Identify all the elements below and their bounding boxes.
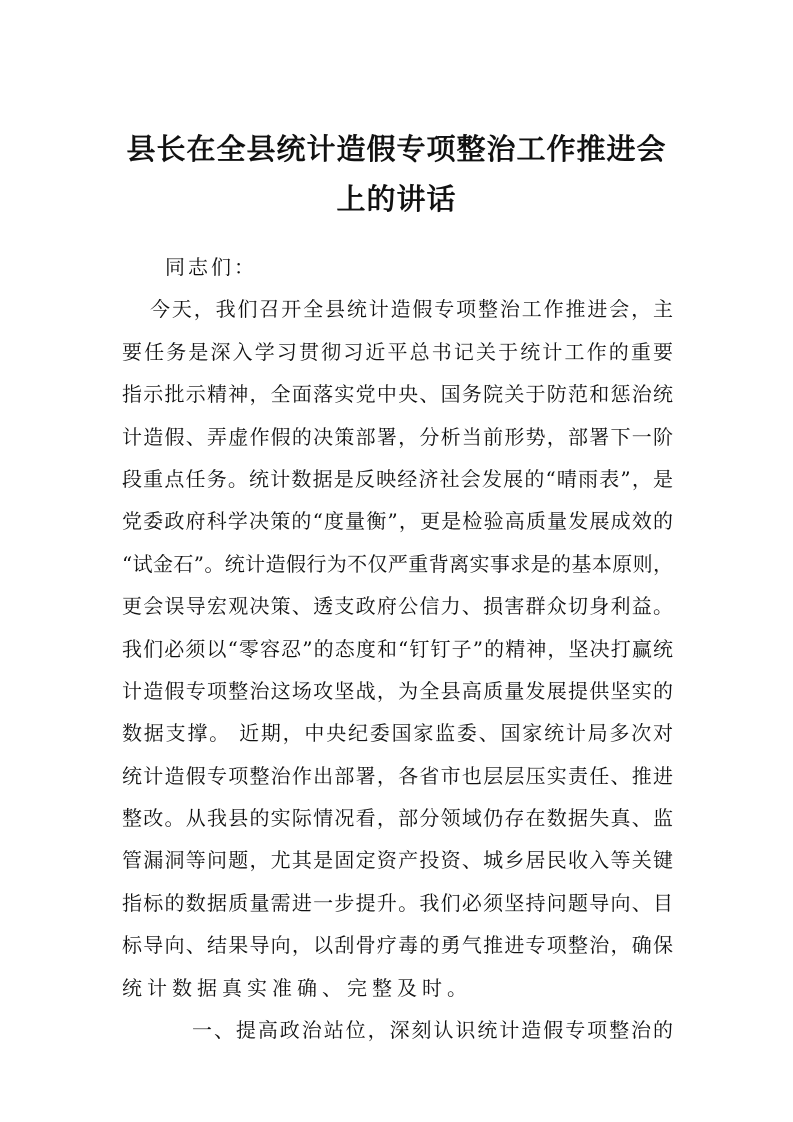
document-title-line-1: 县长在全县统计造假专项整治工作推进会 xyxy=(126,132,667,166)
paragraph-line: 更会误导宏观决策、透支政府公信力、损害群众切身利益。 xyxy=(122,594,673,619)
paragraph-line: 整改。从我县的实际情况看，部分领域仍存在数据失真、监 xyxy=(122,806,673,831)
paragraph-line: 管漏洞等问题，尤其是固定资产投资、城乡居民收入等关键 xyxy=(122,848,673,873)
paragraph-line: 统计造假专项整治作出部署，各省市也层层压实责任、推进 xyxy=(122,763,673,788)
paragraph-line: 指标的数据质量需进一步提升。我们必须坚持问题导向、目 xyxy=(122,890,673,915)
paragraph-line: 我们必须以“零容忍”的态度和“钉钉子”的精神，坚决打赢统 xyxy=(122,636,673,661)
paragraph-line: “试金石”。统计造假行为不仅严重背离实事求是的基本原则， xyxy=(122,551,673,576)
paragraph-line: 计造假、弄虚作假的决策部署，分析当前形势，部署下一阶 xyxy=(122,424,673,449)
document-body xyxy=(122,246,673,1051)
paragraph-line: 要任务是深入学习贯彻习近平总书记关于统计工作的重要 xyxy=(122,339,673,364)
paragraph-line: 计造假专项整治这场攻坚战，为全县高质量发展提供坚实的 xyxy=(122,678,673,703)
section-heading: 一、提高政治站位，深刻认识统计造假专项整治的 xyxy=(192,1018,673,1043)
paragraph-line: 统计数据真实准确、完整及时。 xyxy=(122,975,472,1000)
paragraph-line: 今天，我们召开全县统计造假专项整治工作推进会，主 xyxy=(150,297,673,322)
paragraph-line: 指示批示精神，全面落实党中央、国务院关于防范和惩治统 xyxy=(122,382,673,407)
greeting: 同志们： xyxy=(165,255,257,279)
paragraph-line: 标导向、结果导向，以刮骨疗毒的勇气推进专项整治，确保 xyxy=(122,933,673,958)
document-title-line-2: 上的讲话 xyxy=(336,182,457,216)
paragraph-line: 数据支撑。 近期，中央纪委国家监委、国家统计局多次对 xyxy=(122,721,673,746)
paragraph-line: 段重点任务。统计数据是反映经济社会发展的“晴雨表”，是 xyxy=(122,466,673,491)
paragraph-line: 党委政府科学决策的“度量衡”，更是检验高质量发展成效的 xyxy=(122,509,673,534)
